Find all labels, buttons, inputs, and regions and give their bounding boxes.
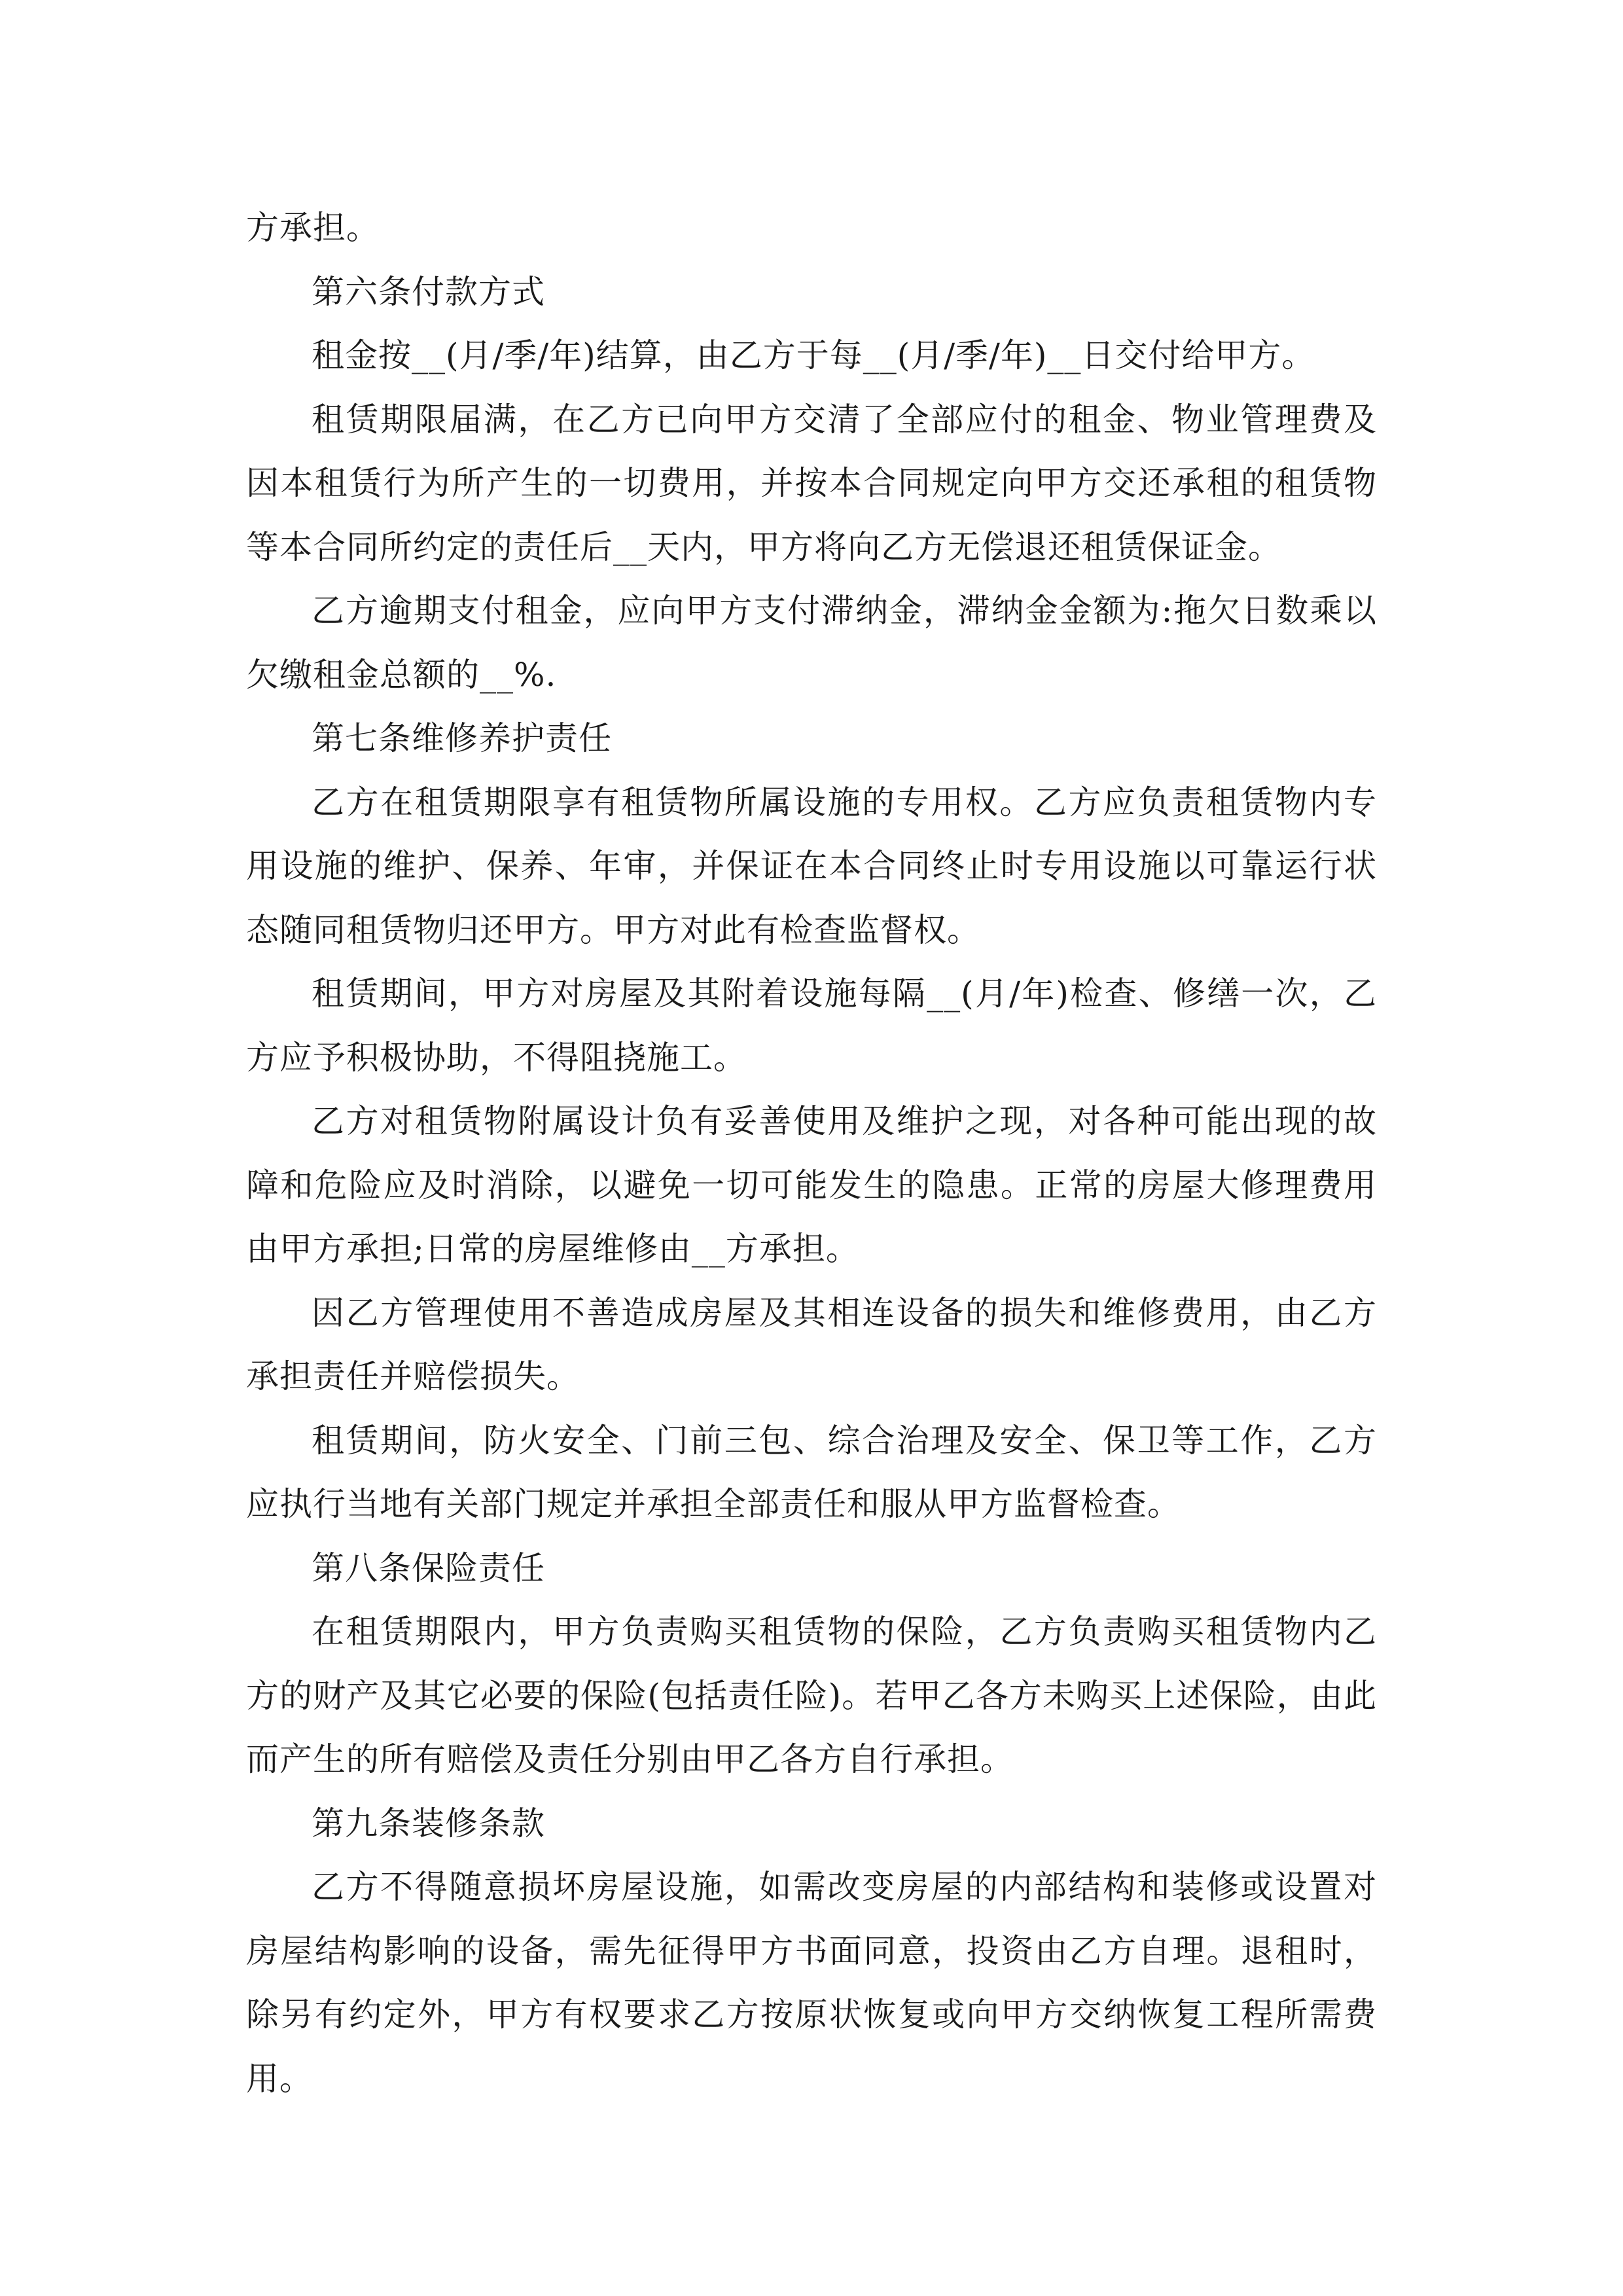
paragraph-renovation: 乙方不得随意损坏房屋设施，如需改变房屋的内部结构和装修或设置对房屋结构影响的设备，需先征得甲方书面同意，投资由乙方自理。退租时，除另有约定外，甲方有权要求乙方按原状恢复或向甲方交纳恢复工程所需费用。 bbox=[246, 1868, 1377, 2098]
document-body bbox=[246, 196, 1377, 2111]
paragraph-damage-liability: 因乙方管理使用不善造成房屋及其相连设备的损失和维修费用，由乙方承担责任并赔偿损失。 bbox=[246, 1293, 1377, 1395]
paragraph-facility-rights: 乙方在租赁期限享有租赁物所属设施的专用权。乙方应负责租赁物内专用设施的维护、保养、年审，并保证在本合同终止时专用设施以可靠运行状态随同租赁物归还甲方。甲方对此有检查监督权。 bbox=[246, 783, 1377, 949]
paragraph-maintenance-duty: 乙方对租赁物附属设计负有妥善使用及维护之现，对各种可能出现的故障和危险应及时消除，以避免一切可能发生的隐患。正常的房屋大修理费用由甲方承担;日常的房屋维修由__方承担。 bbox=[246, 1102, 1377, 1268]
paragraph-continuation: 方承担。 bbox=[246, 209, 380, 247]
paragraph-inspection: 租赁期间，甲方对房屋及其附着设施每隔__(月/年)检查、修缮一次，乙方应予积极协助，不得阻挠施工。 bbox=[246, 975, 1377, 1077]
paragraph-deposit-refund: 租赁期限届满，在乙方已向甲方交清了全部应付的租金、物业管理费及因本租赁行为所产生的一切费用，并按本合同规定向甲方交还承租的租赁物等本合同所约定的责任后__天内，甲方将向乙方无偿退还租赁保证金。 bbox=[246, 400, 1377, 566]
paragraph-insurance: 在租赁期限内，甲方负责购买租赁物的保险，乙方负责购买租赁物内乙方的财产及其它必要的保险(包括责任险)。若甲乙各方未购买上述保险，由此而产生的所有赔偿及责任分别由甲乙各方自行承担。 bbox=[246, 1613, 1377, 1778]
article-6-heading: 第六条付款方式 bbox=[312, 272, 545, 311]
article-9-heading: 第九条装修条款 bbox=[312, 1804, 545, 1842]
article-8-heading: 第八条保险责任 bbox=[312, 1549, 545, 1587]
paragraph-safety: 租赁期间，防火安全、门前三包、综合治理及安全、保卫等工作，乙方应执行当地有关部门规定并承担全部责任和服从甲方监督检查。 bbox=[246, 1421, 1377, 1523]
paragraph-late-fee: 乙方逾期支付租金，应向甲方支付滞纳金，滞纳金金额为:拖欠日数乘以欠缴租金总额的__%. bbox=[246, 592, 1377, 694]
paragraph-rent-settlement: 租金按__(月/季/年)结算，由乙方于每__(月/季/年)__日交付给甲方。 bbox=[312, 336, 1315, 374]
article-7-heading: 第七条维修养护责任 bbox=[312, 719, 612, 757]
